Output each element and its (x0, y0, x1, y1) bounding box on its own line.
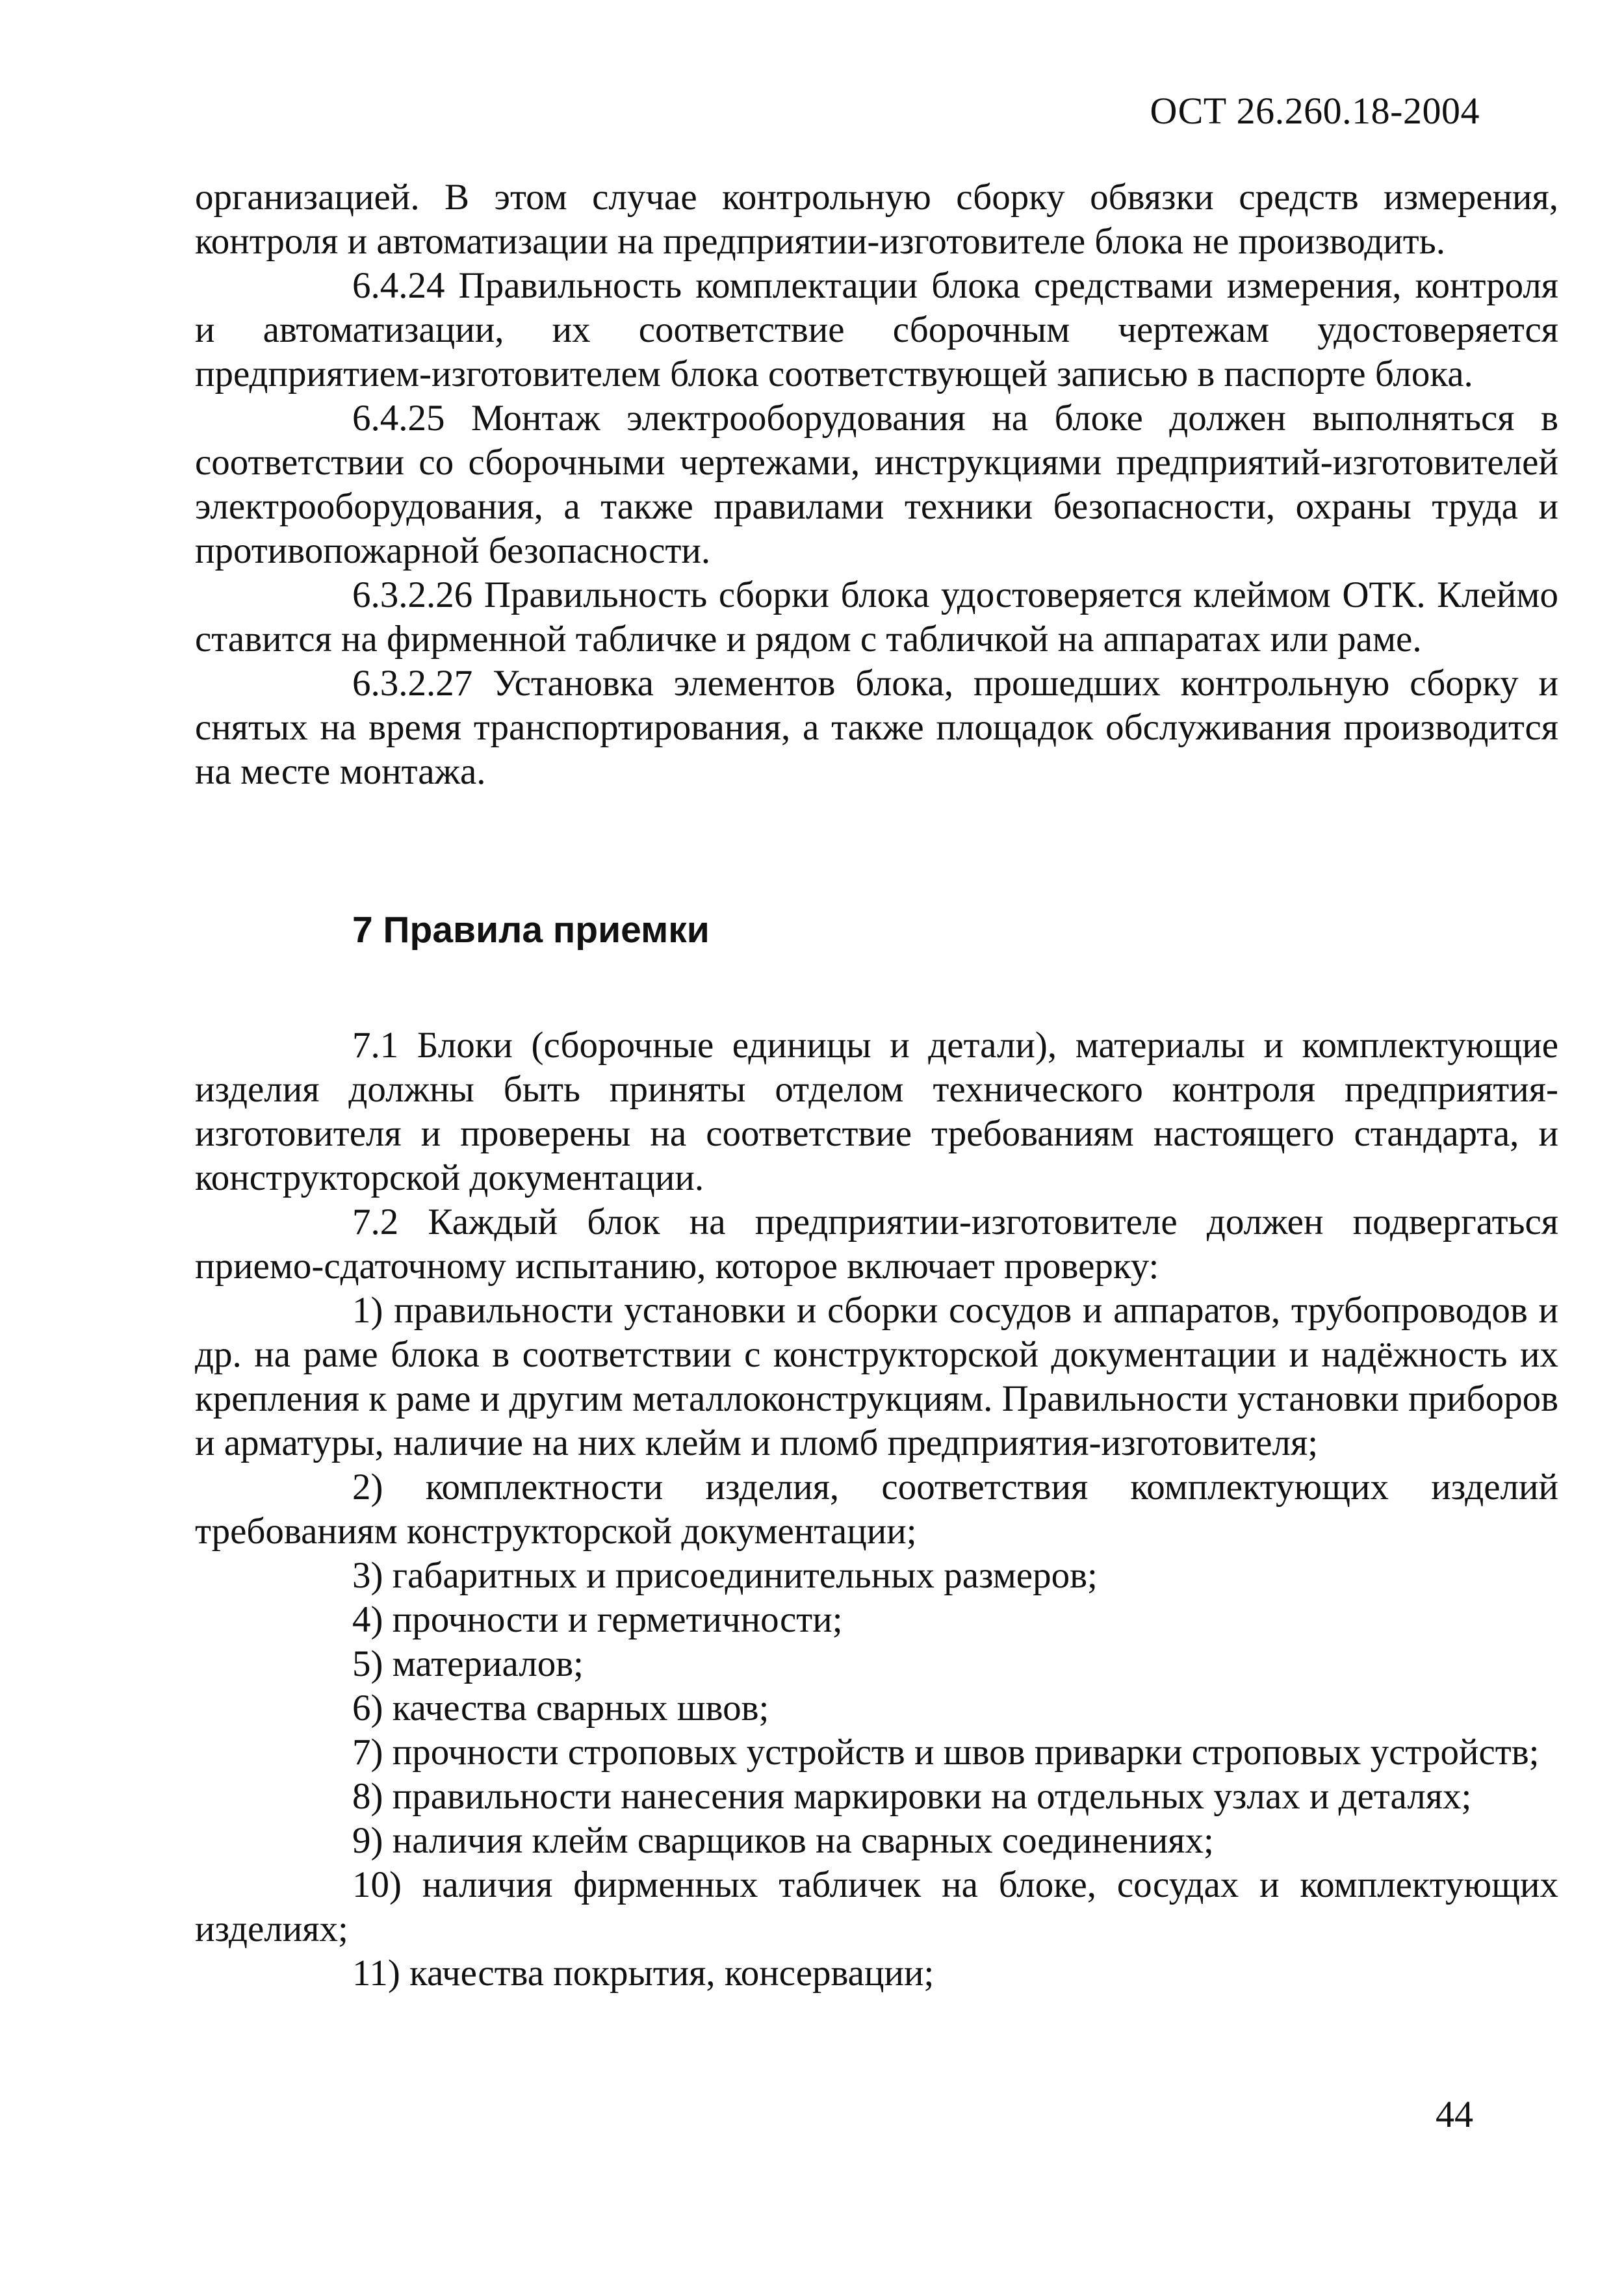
list-item: 5) материалов; (352, 1643, 584, 1684)
paragraph-6-4-24: 6.4.24 Правильность комплектации блока средствами измерения, контроля и автоматизации, их соответствие сборочным чертежам удостоверяется предприятием-изготовителем блока соответствующей записью в паспорте блока. (195, 265, 1558, 394)
list-item: 3) габаритных и присоединительных размеров; (352, 1555, 1098, 1596)
paragraph-6-3-2-26: 6.3.2.26 Правильность сборки блока удостоверяется клеймом ОТК. Клеймо ставится на фирменной табличке и рядом с табличкой на аппаратах или раме. (195, 574, 1558, 660)
paragraph-continuation: организацией. В этом случае контрольную сборку обвязки средств измерения, контроля и автоматизации на предприятии-изготовителе блока не производить. (195, 177, 1558, 262)
list-item: 8) правильности нанесения маркировки на отдельных узлах и деталях; (352, 1776, 1472, 1817)
section-heading: 7 Правила приемки (352, 909, 710, 951)
list-item: 11) качества покрытия, консервации; (352, 1953, 934, 1994)
paragraph-6-4-25: 6.4.25 Монтаж электрооборудования на блоке должен выполняться в соответствии со сборочными чертежами, инструкциями предприятий-изготовителей электрооборудования, а также правилами техники безопасности, охраны труда и противопожарной безопасности. (195, 398, 1558, 571)
list-item: 2) комплектности изделия, соответствия комплектующих изделий требованиям конструкторской документации; (195, 1467, 1558, 1552)
list-item: 1) правильности установки и сборки сосудов и аппаратов, трубопроводов и др. на раме блока в соответствии с конструкторской документации и надёжность их крепления к раме и другим металлоконструкциям. Правильности установки приборов и арматуры, наличие на них клейм и пломб предприятия-изготовителя; (195, 1290, 1558, 1463)
paragraph-6-3-2-27: 6.3.2.27 Установка элементов блока, прошедших контрольную сборку и снятых на время транспортирования, а также площадок обслуживания производится на месте монтажа. (195, 663, 1558, 792)
list-item: 4) прочности и герметичности; (352, 1599, 843, 1640)
list-item: 7) прочности строповых устройств и швов приварки строповых устройств; (352, 1732, 1540, 1773)
page-number: 44 (1436, 2093, 1473, 2135)
document-code: ОСТ 26.260.18-2004 (1150, 90, 1480, 132)
document-body (195, 175, 1558, 1996)
list-item: 10) наличия фирменных табличек на блоке, сосудах и комплектующих изделиях; (195, 1864, 1558, 1949)
paragraph-7-1: 7.1 Блоки (сборочные единицы и детали), материалы и комплектующие изделия должны быть приняты отделом технического контроля предприятия-изготовителя и проверены на соответствие требованиям настоящего стандарта, и конструкторской документации. (195, 1025, 1558, 1198)
paragraph-7-2: 7.2 Каждый блок на предприятии-изготовителе должен подвергаться приемо-сдаточному испытанию, которое включает проверку: (195, 1202, 1558, 1287)
list-item: 6) качества сварных швов; (352, 1688, 769, 1729)
list-item: 9) наличия клейм сварщиков на сварных соединениях; (352, 1820, 1214, 1861)
